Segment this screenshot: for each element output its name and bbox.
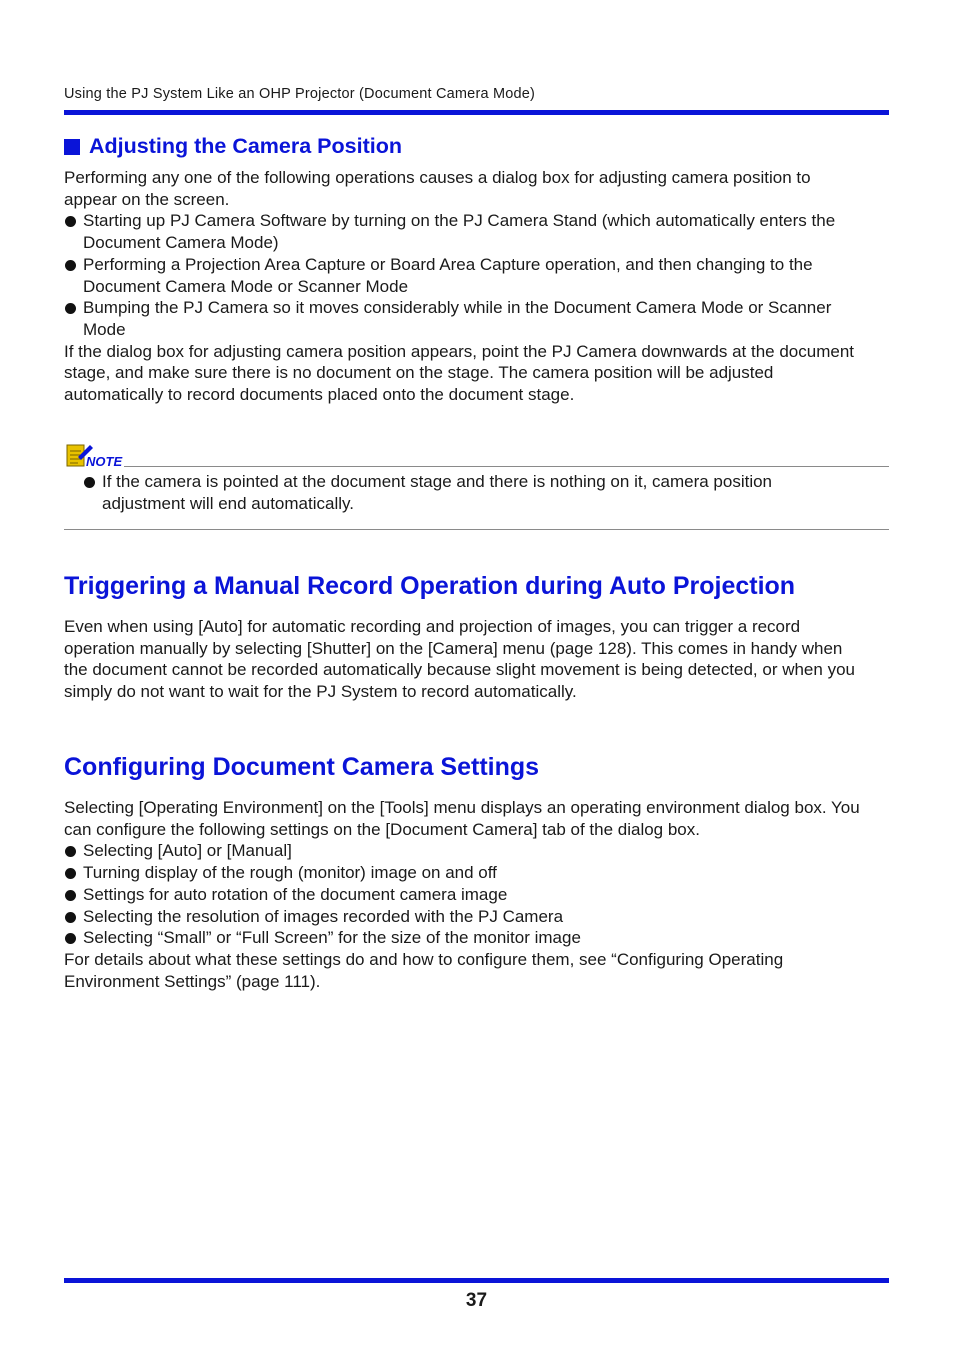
- bullet-dot-icon: [65, 912, 76, 923]
- list-item: [64, 297, 864, 340]
- bullet-list: [64, 210, 864, 340]
- bullet-dot-icon: [65, 890, 76, 901]
- list-item-text: Selecting [Auto] or [Manual]: [83, 841, 292, 861]
- section-heading: Triggering a Manual Record Operation during Auto Projection: [64, 572, 796, 600]
- bullet-dot-icon: [65, 303, 76, 314]
- page-number: 37: [465, 1290, 488, 1311]
- square-bullet-icon: [64, 139, 80, 155]
- section-heading: Configuring Document Camera Settings: [64, 753, 540, 781]
- list-item: [64, 927, 864, 949]
- bullet-list: [64, 840, 864, 949]
- list-item: [64, 862, 864, 884]
- bullet-dot-icon: [65, 868, 76, 879]
- note-bullet-list: [83, 471, 828, 514]
- paragraph-intro: Performing any one of the following operations causes a dialog box for adjusting camera position to appear on the screen.: [64, 168, 811, 209]
- section-triggering-manual-record: [64, 572, 864, 703]
- list-item-text: Selecting the resolution of images recorded with the PJ Camera: [83, 906, 564, 926]
- section-heading: [64, 134, 864, 159]
- list-item: [64, 906, 864, 928]
- note-label: NOTE: [86, 454, 123, 469]
- note-pad-icon: [66, 443, 124, 469]
- list-item: [64, 840, 864, 862]
- paragraph-outro: For details about what these settings do and how to configure them, see “Configuring Operating Environment Settings” (page 111).: [64, 949, 784, 991]
- list-item-text: Settings for auto rotation of the document camera image: [83, 884, 508, 904]
- paragraph-outro: If the dialog box for adjusting camera position appears, point the PJ Camera downwards at the document stage, and make sure there is no document on the stage. The camera position will be adjusted automatically to record documents placed onto the document stage.: [64, 341, 855, 405]
- list-item-text: If the camera is pointed at the document stage and there is nothing on it, camera position adjustment will end automatically.: [102, 472, 773, 513]
- bullet-dot-icon: [65, 216, 76, 227]
- note-bottom-rule: [64, 529, 889, 530]
- footer-rule: [64, 1278, 889, 1283]
- list-item: [83, 471, 828, 514]
- list-item-text: Starting up PJ Camera Software by turning on the PJ Camera Stand (which automatically enters the Document Camera Mode): [83, 211, 836, 253]
- bullet-dot-icon: [65, 260, 76, 271]
- section-heading-text: Adjusting the Camera Position: [89, 134, 402, 158]
- running-header: Using the PJ System Like an OHP Projector (Document Camera Mode): [64, 86, 536, 102]
- list-item: [64, 884, 864, 906]
- list-item-text: Bumping the PJ Camera so it moves considerably while in the Document Camera Mode or Scanner Mode: [83, 298, 832, 339]
- list-item-text: Turning display of the rough (monitor) image on and off: [83, 863, 497, 883]
- bullet-dot-icon: [65, 933, 76, 944]
- list-item-text: Selecting “Small” or “Full Screen” for the size of the monitor image: [83, 928, 581, 948]
- bullet-dot-icon: [65, 846, 76, 857]
- paragraph-body: Even when using [Auto] for automatic recording and projection of images, you can trigger a record operation manually by selecting [Shutter] on the [Camera] menu (page 128). This comes in handy when the document cannot be recorded automatically because slight movement is being detected, or when you simply do not want to wait for the PJ System to record automatically.: [64, 617, 855, 702]
- list-item-text: Performing a Projection Area Capture or Board Area Capture operation, and then changing to the Document Camera Mode or Scanner Mode: [83, 254, 813, 296]
- list-item: [64, 210, 864, 253]
- note-top-rule: [124, 466, 889, 467]
- list-item: [64, 254, 864, 297]
- header-rule: [64, 110, 889, 115]
- bullet-dot-icon: [84, 477, 95, 488]
- section-adjusting-camera-position: [64, 134, 864, 406]
- section-configuring-document-camera: [64, 753, 864, 992]
- paragraph-intro: Selecting [Operating Environment] on the [Tools] menu displays an operating environment dialog box. You can configure the following settings on the [Document Camera] tab of the dialog box.: [64, 798, 860, 839]
